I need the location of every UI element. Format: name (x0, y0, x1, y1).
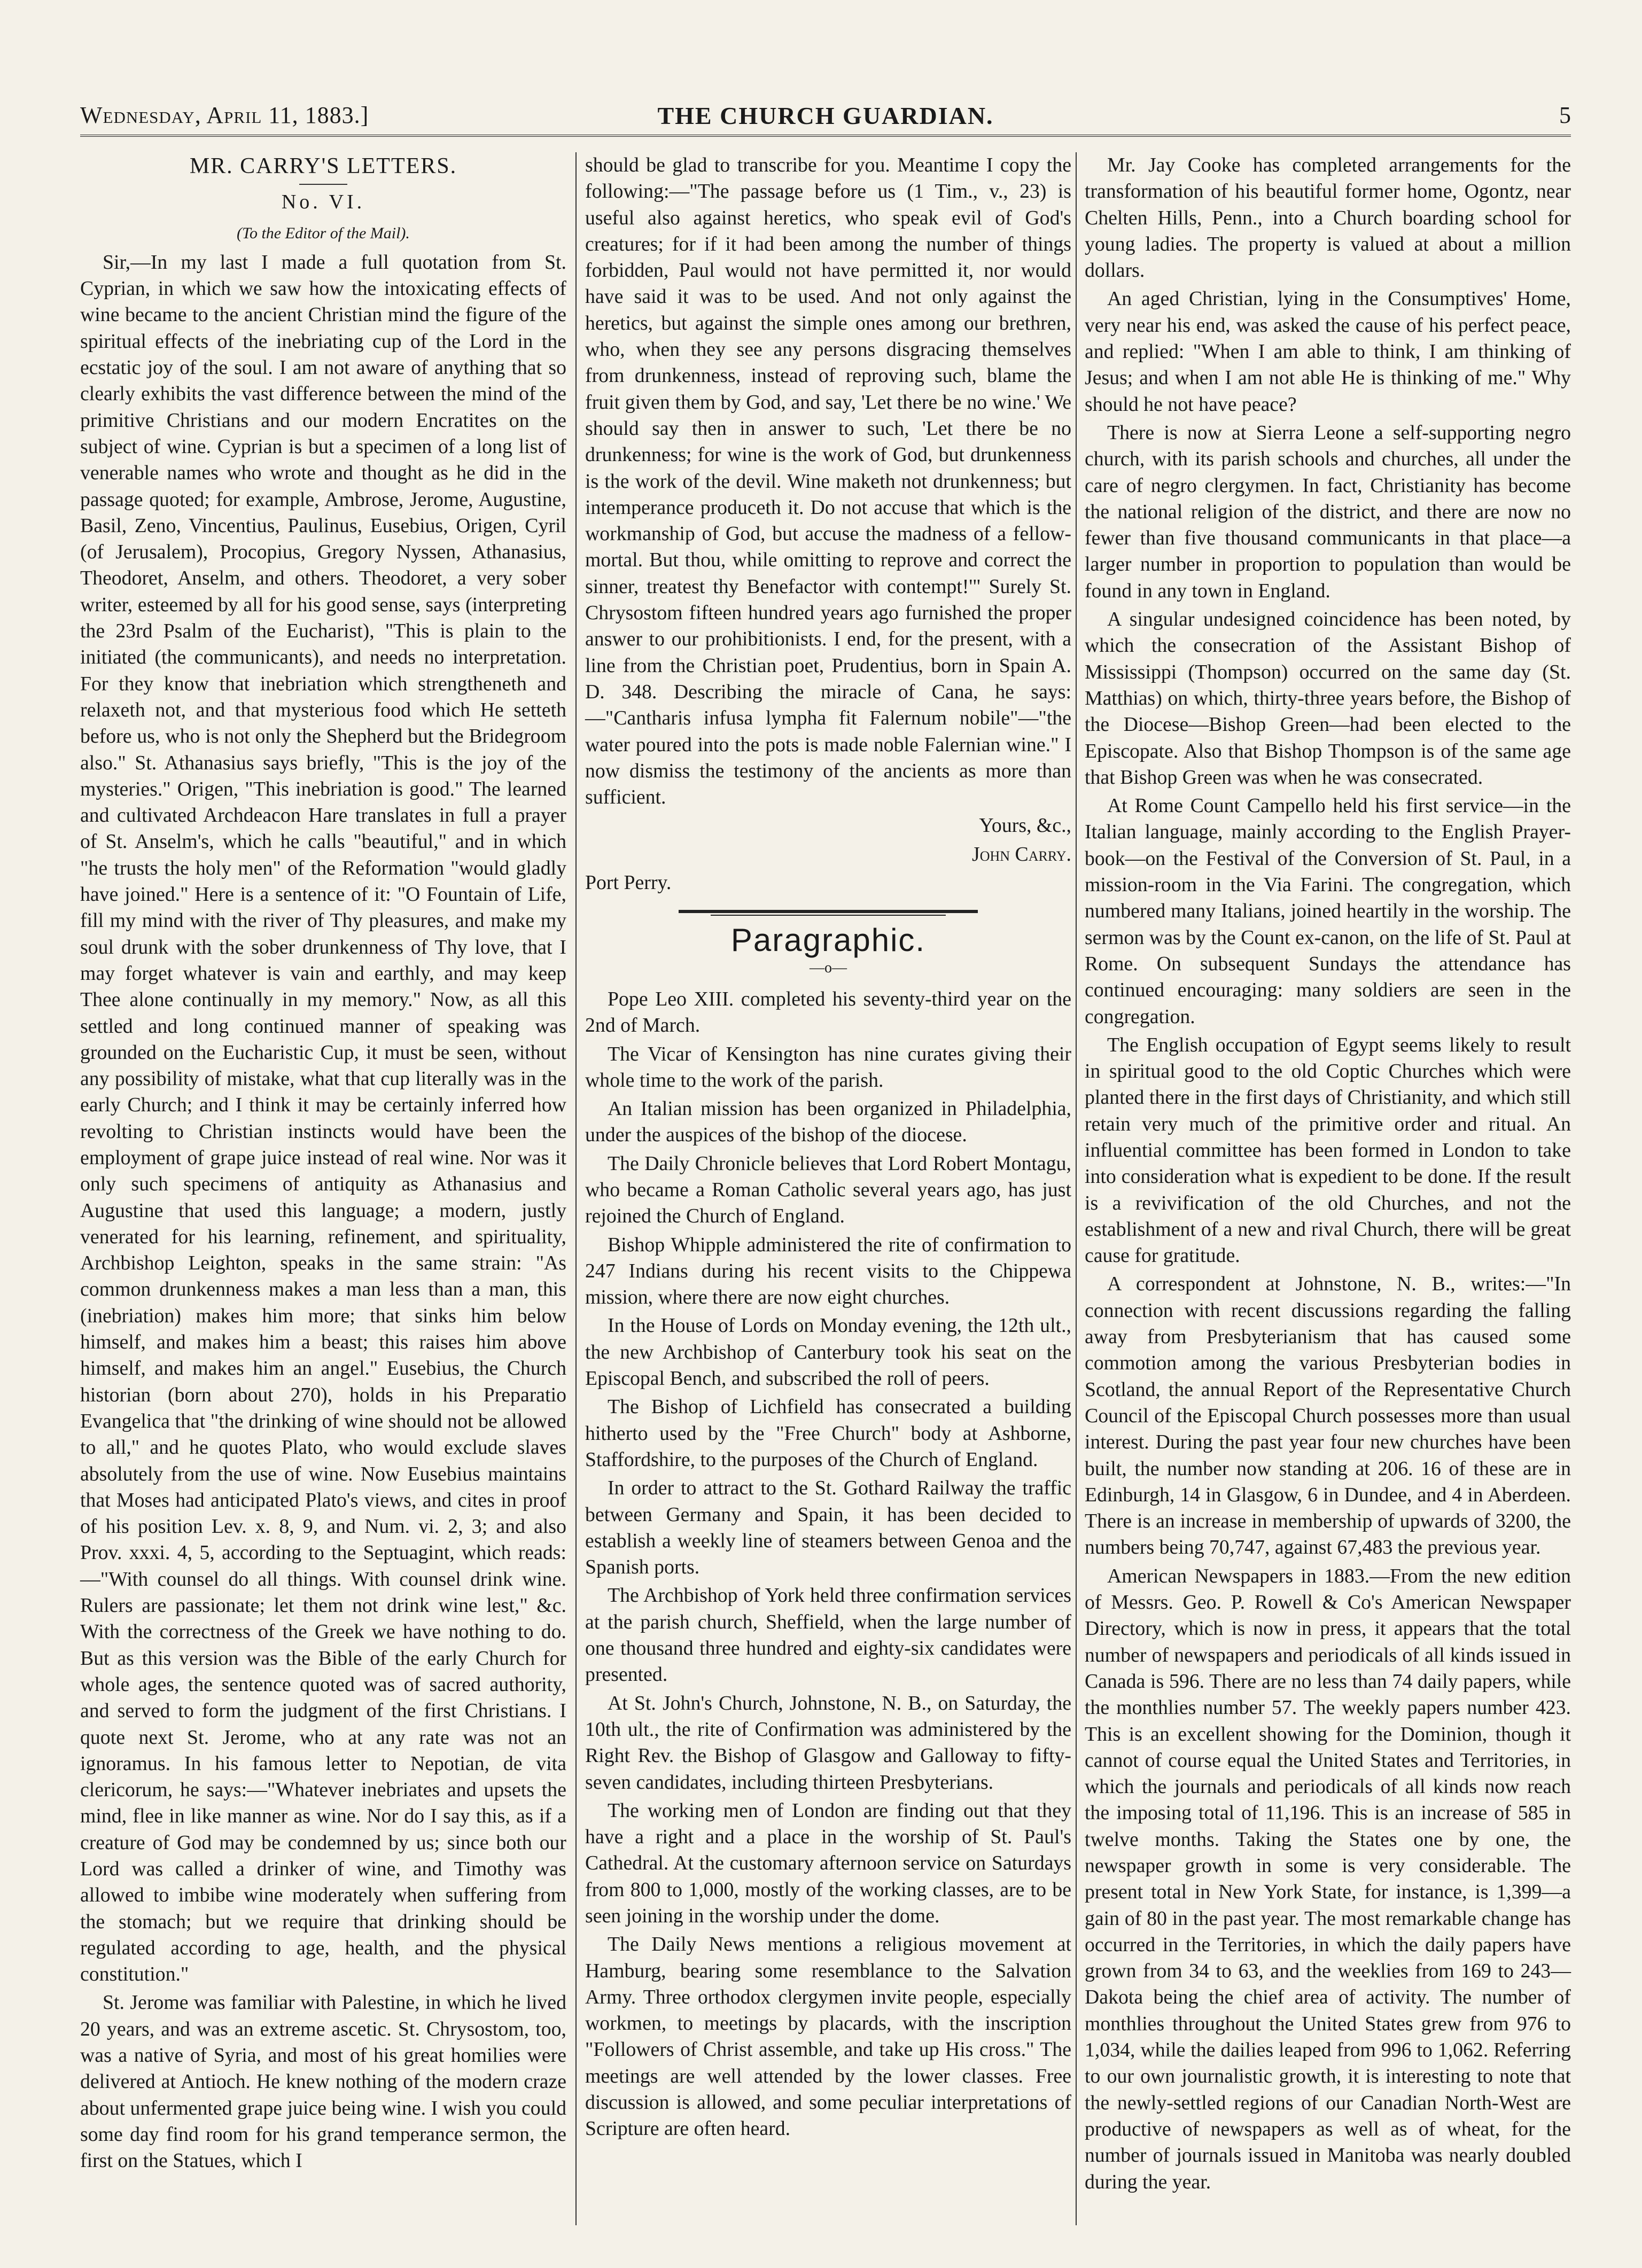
paragraphic-ornament: —o— (810, 959, 847, 976)
issue-date: Wednesday, April 11, 1883.] (80, 102, 369, 128)
news-item: The Daily Chronicle believes that Lord Robert Montagu, who became a Roman Catholic several years ago, has just rejoined the Church of England. (585, 1152, 1071, 1228)
news-item: Bishop Whipple administered the rite of confirmation to 247 Indians during his recent visits to the Chippewa mission, where there are now eight churches. (585, 1233, 1071, 1309)
letter-closing: Yours, &c., (979, 814, 1071, 837)
letter-place: Port Perry. (585, 871, 672, 894)
news-item: At St. John's Church, Johnstone, N. B., on Saturday, the 10th ult., the rite of Confirmation was administered by the Right Rev. the Bishop of Glasgow and Galloway to fifty-seven candidates, including thirteen Presbyterians. (585, 1692, 1071, 1794)
news-item: A correspondent at Johnstone, N. B., writes:—"In connection with recent discussions regarding the falling away from Presbyterianism that has caused some commotion among the various Presbyterian bodies in Scotland, the annual Report of the Representative Church Council of the Episcopal Church possesses more than usual interest. During the past year four new churches have been built, the number now standing at 206. 16 of these are in Edinburgh, 14 in Glasgow, 6 in Dundee, and 4 in Aberdeen. There is an increase in membership of upwards of 3200, the numbers being 70,747, against 67,483 the previous year. (1085, 1273, 1571, 1559)
divider (299, 184, 347, 185)
newspaper-title: THE CHURCH GUARDIAN. (657, 102, 994, 129)
letter-number: No. VI. (281, 191, 365, 214)
news-item: The Vicar of Kensington has nine curates giving their whole time to the work of the parish. (585, 1042, 1071, 1092)
news-item: The Daily News mentions a religious movement at Hamburg, bearing some resemblance to the Salvation Army. Three orthodox clergymen invite people, especially workmen, to meetings by placards, with the inscription "Followers of Christ assemble, and take up His cross." The meetings are well attended by the lower classes. Free discussion is allowed, and some peculiar interpretations of Scripture are often heard. (585, 1933, 1071, 2140)
column-2 (585, 152, 1071, 2145)
news-item: The working men of London are finding out that they have a right and a place in the worship of St. Paul's Cathedral. At the customary afternoon service on Saturdays from 800 to 1,000, mostly of the working classes, are to be seen joining in the worship under the dome. (585, 1799, 1071, 1927)
news-item: In order to attract to the St. Gothard Railway the traffic between Germany and Spain, it has been decided to establish a weekly line of steamers between Genoa and the Spanish ports. (585, 1477, 1071, 1579)
letter-paragraph-part2: should be glad to transcribe for you. Meantime I copy the following:—"The passage before us (1 Tim., v., 23) is useful also against heretics, who speak evil of God's creatures; for if it had been among the number of things forbidden, Paul would not have permitted it, nor would have said it was to be used. And not only against the heretics, but against the simple ones among our brethren, who, when they see any persons disgracing themselves from drunkenness, instead of reproving such, blame the fruit given them by God, and say, 'Let there be no wine.' We should say then in answer to such, 'Let there be no drunkenness; for wine is the work of God, but drunkenness is the work of the devil. Wine maketh not drunkenness; but intemperance produceth it. Do not accuse that which is the workmanship of God, but accuse the madness of a fellow-mortal. But thou, while omitting to reprove and correct the sinner, treatest thy Benefactor with contempt!'" Surely St. Chrysostom fifteen hundred years ago furnished the proper answer to our prohibitionists. I end, for the present, with a line from the Christian poet, Prudentius, born in Spain A. D. 348. Describing the miracle of Cana, he says:—"Cantharis infusa lympha fit Falernum nobile"—"the water poured into the pots is made noble Falernian wine." I now dismiss the testimony of the ancients as more than sufficient. (585, 154, 1071, 809)
column-1 (80, 152, 566, 2177)
section-ornament-rule (679, 908, 978, 917)
news-item: There is now at Sierra Leone a self-supporting negro church, with its parish schools and churches, all under the care of negro clergymen. In fact, Christianity has become the national religion of the district, and there are now no fewer than five thousand communicants in that place—a larger number in proportion to population than would be found in any town in England. (1085, 421, 1571, 602)
news-item: An Italian mission has been organized in Philadelphia, under the auspices of the bishop of the diocese. (585, 1097, 1071, 1147)
letter-paragraph: Sir,—In my last I made a full quotation from St. Cyprian, in which we saw how the intoxicating effects of wine became to the ancient Christian mind the figure of the spiritual effects of the inebriating cup of the Lord in the ecstatic joy of the soul. I am not aware of anything that so clearly exhibits the vast difference between the mind of the primitive Christians and our modern Encratites on the subject of wine. Cyprian is but a specimen of a long list of venerable names who wrote and thought as he did in the passage quoted; for example, Ambrose, Jerome, Augustine, Basil, Zeno, Vincentius, Paulinus, Eusebius, Origen, Cyril (of Jerusalem), Procopius, Gregory Nyssen, Athanasius, Theodoret, Anselm, and others. Theodoret, a very sober writer, esteemed by all for his good sense, says (interpreting the 23rd Psalm of the Eucharist), "This is plain to the initiated (the communicants), and needs no interpretation. For they know that inebriation which strengtheneth and relaxeth not, and that mysterious food which He setteth before us, who is not only the Shepherd but the Bridegroom also." St. Athanasius says briefly, "This is the joy of the mysteries." Origen, "This inebriation is good." The learned and cultivated Archdeacon Hare translates in full a prayer of St. Anselm's, which he calls "beautiful," and in which "he trusts the holy men" of the Reformation "would gladly have joined." Here is a sentence of it: "O Fountain of Life, fill my mind with the river of Thy pleasures, and make my soul drunk with the sober drunkenness of Thy love, that I may forget whatever is vain and earthly, and may keep Thee alone continually in my memory." Now, as all this settled and long continued manner of speaking was grounded on the Eucharistic Cup, it must be seen, without any possibility of mistake, what that cup literally was in the early Church; and I think it may be certainly inferred how revolting to Christian instincts would have been the employment of grape juice instead of real wine. Nor was it only such specimens of antiquity as Athanasius and Augustine that used this language; a modern, justly venerated for his learning, refinement, and spirituality, Archbishop Leighton, speaks in the same strain: "As common drunkenness makes a man less than a man, this (inebriation) makes him more; that sinks him below himself, and makes him a beast; this raises him above himself, and makes him an angel." Eusebius, the Church historian (born about 270), holds in his Preparatio Evangelica that "the drinking of wine should not be allowed to all," and he quotes Plato, who would exclude slaves absolutely from the use of wine. Now Eusebius maintains that Moses had anticipated Plato's views, and cites in proof of his position Lev. x. 8, 9, and Num. vi. 2, 3; and also Prov. xxxi. 4, 5, according to the Septuagint, which reads:—"With counsel do all things. With counsel drink wine. Rulers are passionate; let them not drink wine lest," &c. With the correctness of the Greek we have nothing to do. But as this version was the Bible of the early Church for whole ages, the sentence quoted was of sacred authority, and served to form the judgment of the first Christians. I quote next St. Jerome, who at any rate was not an ignoramus. In his famous letter to Nepotian, de vita clericorum, he says:—"Whatever inebriates and upsets the mind, flee in like manner as wine. Nor do I say this, as if a creature of God may be condemned by us; since both our Lord was called a drinker of wine, and Timothy was allowed to imbibe wine moderately when suffering from the stomach; but we require that drinking should be regulated according to age, health, and the physical constitution." (80, 251, 566, 1986)
letter-paragraph-part1: St. Jerome was familiar with Palestine, in which he lived 20 years, and was an extreme ascetic. St. Chrysostom, too, was a native of Syria, and most of his great homilies were delivered at Antioch. He knew nothing of the modern craze about unfermented grape juice being wine. I wish you could some day find room for his grand temperance sermon, the first on the Statues, which I (80, 1991, 566, 2172)
column-rule (575, 152, 577, 2225)
letter-signature: John Carry. (972, 843, 1071, 866)
letter-addressee: (To the Editor of the Mail). (237, 224, 410, 242)
letter-paragraph (80, 1990, 566, 2174)
news-item: Pope Leo XIII. completed his seventy-third year on the 2nd of March. (585, 987, 1071, 1037)
news-item: In the House of Lords on Monday evening, the 12th ult., the new Archbishop of Canterbury took his seat on the Episcopal Bench, and subscribed the roll of peers. (585, 1314, 1071, 1390)
news-item: An aged Christian, lying in the Consumptives' Home, very near his end, was asked the cause of his perfect peace, and replied: "When I am able to think, I am thinking of Jesus; and when I am not able He is thinking of me." Why should he not have peace? (1085, 287, 1571, 416)
news-item: The English occupation of Egypt seems likely to result in spiritual good to the old Coptic Churches which were planted there in the first days of Christianity, and which still retain very much of the primitive order and ritual. An influential committee has been formed in London to take into consideration what is expedient to be done. If the result is a revivification of the old Churches, and not the establishment of a new and rival Church, there will be great cause for gratitude. (1085, 1033, 1571, 1267)
news-item: American Newspapers in 1883.—From the new edition of Messrs. Geo. P. Rowell & Co's American Newspaper Directory, which is now in press, it appears that the total number of newspapers and periodicals of all kinds issued in Canada is 596. There are no less than 74 daily papers, while the monthlies number 57. The weekly papers number 423. This is an excellent showing for the Dominion, though it cannot of course equal the United States and Territories, in which the journals and periodicals of all kinds now reach the imposing total of 11,196. This is an increase of 585 in twelve months. Taking the States one by one, the newspaper growth in some is very considerable. The present total in New York State, for instance, is 1,399—a gain of 80 in the past year. The most remarkable change has occurred in the Territories, in which the daily papers have grown from 34 to 63, and the weeklies from 169 to 243—Dakota being the chief area of activity. The number of monthlies throughout the United States grew from 976 to 1,034, while the dailies leaped from 996 to 1,062. Referring to our own journalistic growth, it is interesting to note that the newly-settled regions of our Canadian North-West are productive of newspapers as well as of wheat, for the number of journals issued in Manitoba was nearly doubled during the year. (1085, 1564, 1571, 2193)
news-item: At Rome Count Campello held his first service—in the Italian language, mainly according to the English Prayer-book—on the Festival of the Conversion of St. Paul, in a mission-room in the Via Farini. The congregation, which numbered many Italians, joined heartily in the worship. The sermon was by the Count ex-canon, on the life of St. Paul at Rome. On subsequent Sundays the attendance has continued encouraging: many soldiers are seen in the congregation. (1085, 794, 1571, 1028)
news-item: A singular undesigned coincidence has been noted, by which the consecration of the Assistant Bishop of Mississippi (Thompson) occurred on the same day (St. Matthias) on which, thirty-three years before, the Bishop of the Diocese—Bishop Green—had been elected to the Episcopate. Also that Bishop Thompson is of the same age that Bishop Green was when he was consecrated. (1085, 608, 1571, 789)
masthead (80, 102, 1571, 137)
paragraphic-heading: Paragraphic. (730, 922, 926, 958)
page-number: 5 (1559, 102, 1571, 128)
news-item: The Archbishop of York held three confirmation services at the parish church, Sheffield, when the large number of one thousand three hundred and eighty-six candidates were presented. (585, 1584, 1071, 1686)
column-3 (1085, 152, 1571, 2197)
news-item: Mr. Jay Cooke has completed arrangements for the transformation of his beautiful former home, Ogontz, near Chelten Hills, Penn., into a Church boarding school for young ladies. The property is valued at about a million dollars. (1085, 154, 1571, 282)
letter-paragraph-continued (585, 152, 1071, 810)
column-rule (1076, 152, 1077, 2225)
news-item: The Bishop of Lichfield has consecrated a building hitherto used by the "Free Church" body at Ashborne, Staffordshire, to the purposes of the Church of England. (585, 1396, 1071, 1471)
letters-heading: MR. CARRY'S LETTERS. (189, 154, 457, 178)
